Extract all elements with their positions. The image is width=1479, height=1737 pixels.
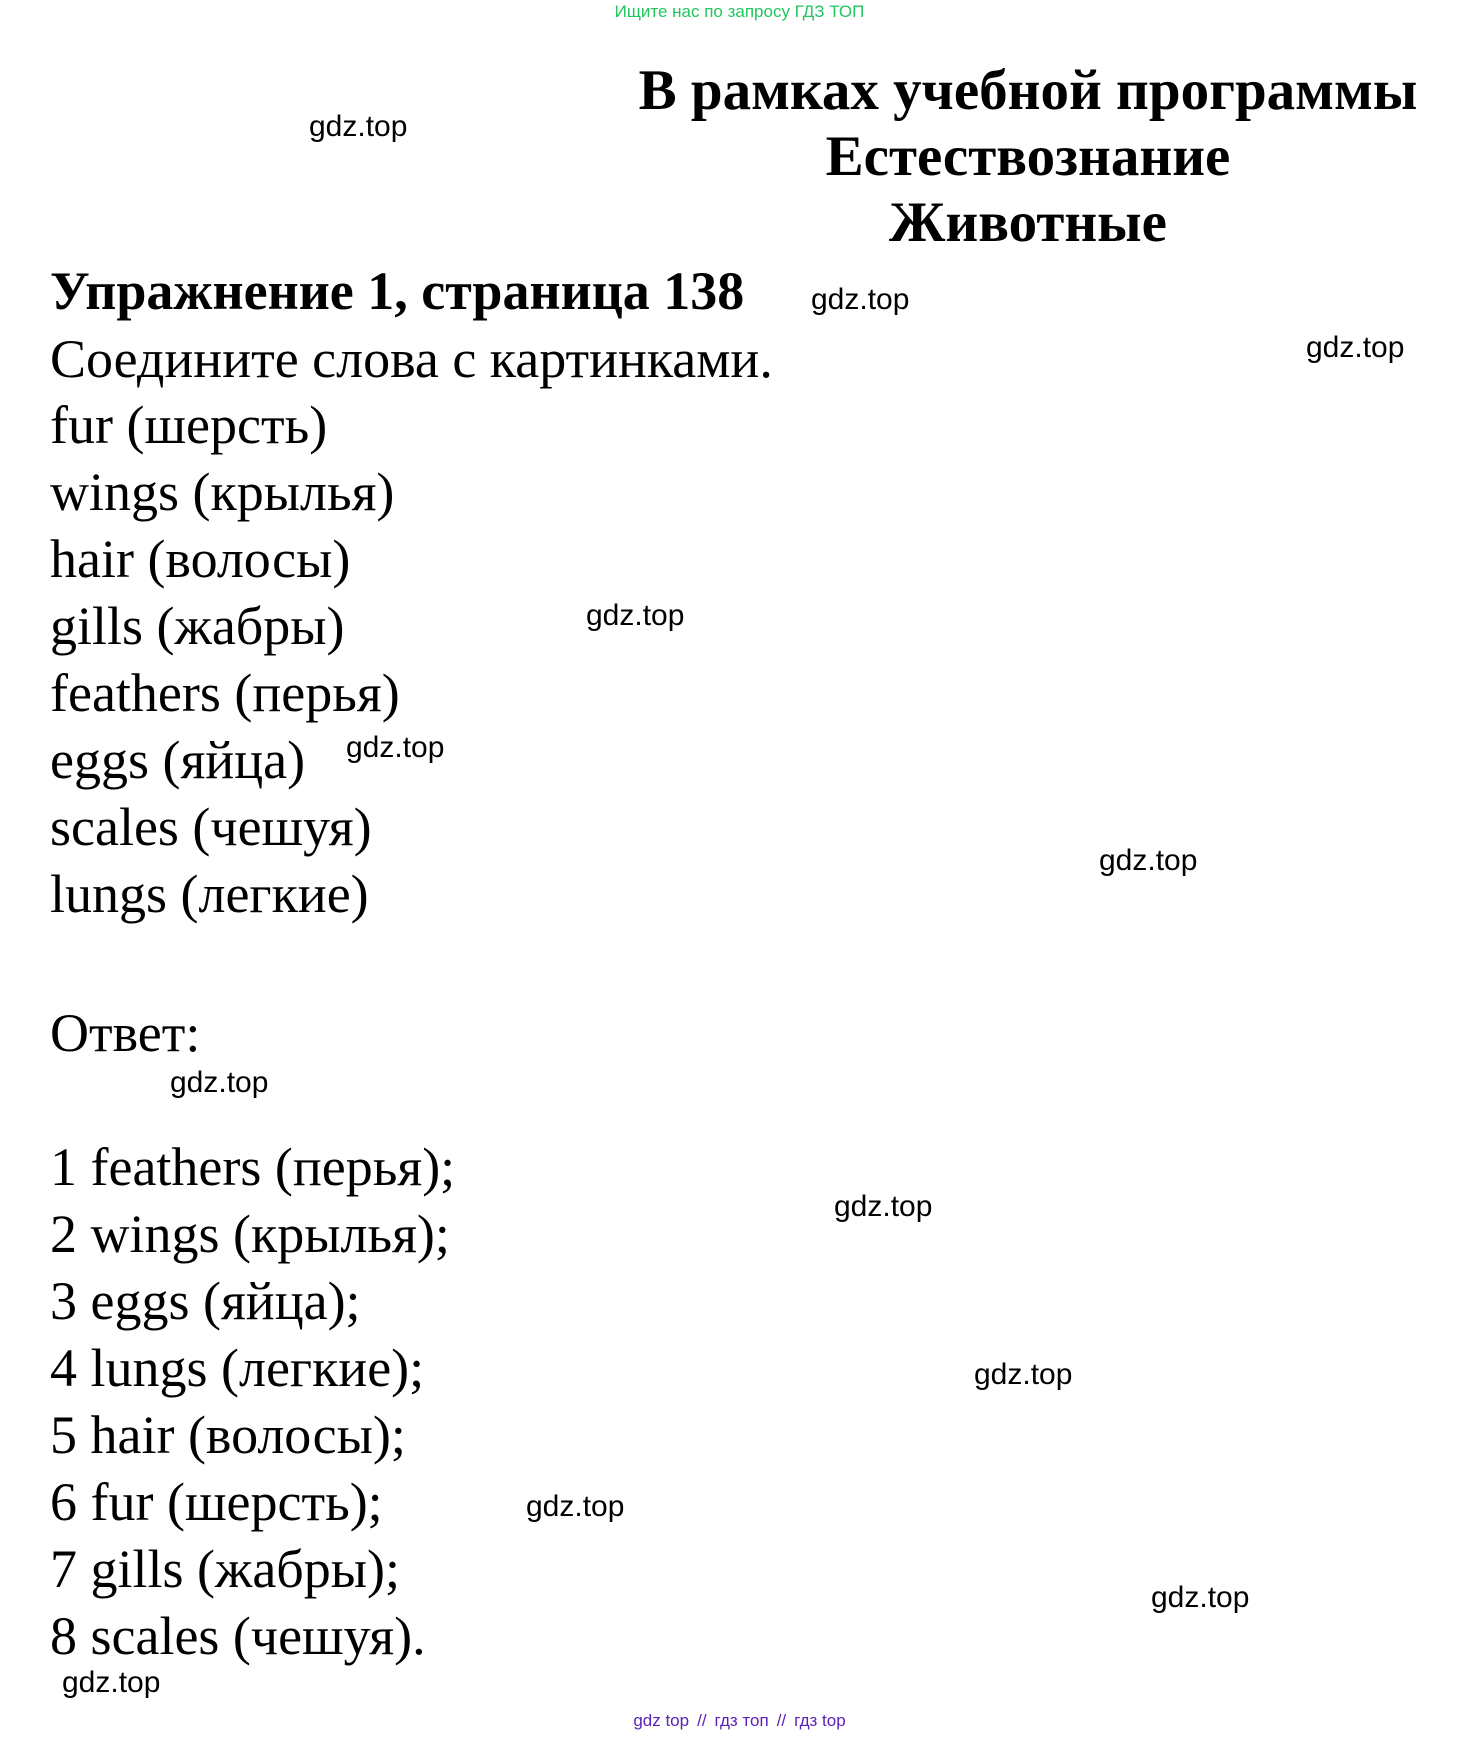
watermark: gdz.top: [1099, 844, 1198, 877]
footer-link-gdz-top[interactable]: gdz top: [633, 1711, 690, 1730]
word-item: fur (шерсть): [50, 395, 328, 455]
watermark: gdz.top: [974, 1358, 1073, 1391]
watermark: gdz.top: [811, 283, 910, 316]
heading-subject: Естествознание: [825, 125, 1231, 188]
answer-item: 1 feathers (перья);: [50, 1137, 456, 1197]
page-heading: [628, 58, 1428, 256]
word-item: eggs (яйца): [50, 730, 306, 790]
footer-separator: //: [697, 1711, 707, 1730]
heading-topic: Животные: [889, 191, 1167, 254]
watermark: gdz.top: [526, 1490, 625, 1523]
watermark: gdz.top: [62, 1666, 161, 1699]
watermark: gdz.top: [170, 1066, 269, 1099]
watermark: gdz.top: [586, 599, 685, 632]
footer-separator: //: [776, 1711, 787, 1730]
word-item: hair (волосы): [50, 529, 351, 589]
footer-link-gdz-top-mixed[interactable]: гдз top: [794, 1711, 846, 1730]
watermark: gdz.top: [346, 731, 445, 764]
footer: [0, 1710, 1479, 1732]
word-item: wings (крылья): [50, 462, 395, 522]
watermark: gdz.top: [1151, 1581, 1250, 1614]
answer-item: 3 eggs (яйца);: [50, 1271, 361, 1331]
answer-item: 2 wings (крылья);: [50, 1204, 450, 1264]
heading-program: В рамках учебной программы: [638, 59, 1418, 122]
word-item: scales (чешуя): [50, 797, 372, 857]
word-item: gills (жабры): [50, 596, 345, 656]
answer-label: Ответ:: [50, 1003, 201, 1063]
top-banner: Ищите нас по запросу ГДЗ ТОП: [614, 2, 865, 21]
answer-item: 8 scales (чешуя).: [50, 1606, 426, 1666]
answer-item: 7 gills (жабры);: [50, 1539, 401, 1599]
word-item: lungs (легкие): [50, 864, 369, 924]
watermark: gdz.top: [1306, 331, 1405, 364]
footer-link-gdz-top-ru[interactable]: гдз топ: [714, 1711, 769, 1730]
watermark: gdz.top: [834, 1190, 933, 1223]
answer-item: 5 hair (волосы);: [50, 1405, 406, 1465]
word-item: feathers (перья): [50, 663, 400, 723]
exercise-instruction: Соедините слова с картинками.: [50, 329, 773, 389]
watermark: gdz.top: [309, 110, 408, 143]
answer-item: 4 lungs (легкие);: [50, 1338, 425, 1398]
answer-item: 6 fur (шерсть);: [50, 1472, 383, 1532]
exercise-title: Упражнение 1, страница 138: [50, 261, 745, 321]
